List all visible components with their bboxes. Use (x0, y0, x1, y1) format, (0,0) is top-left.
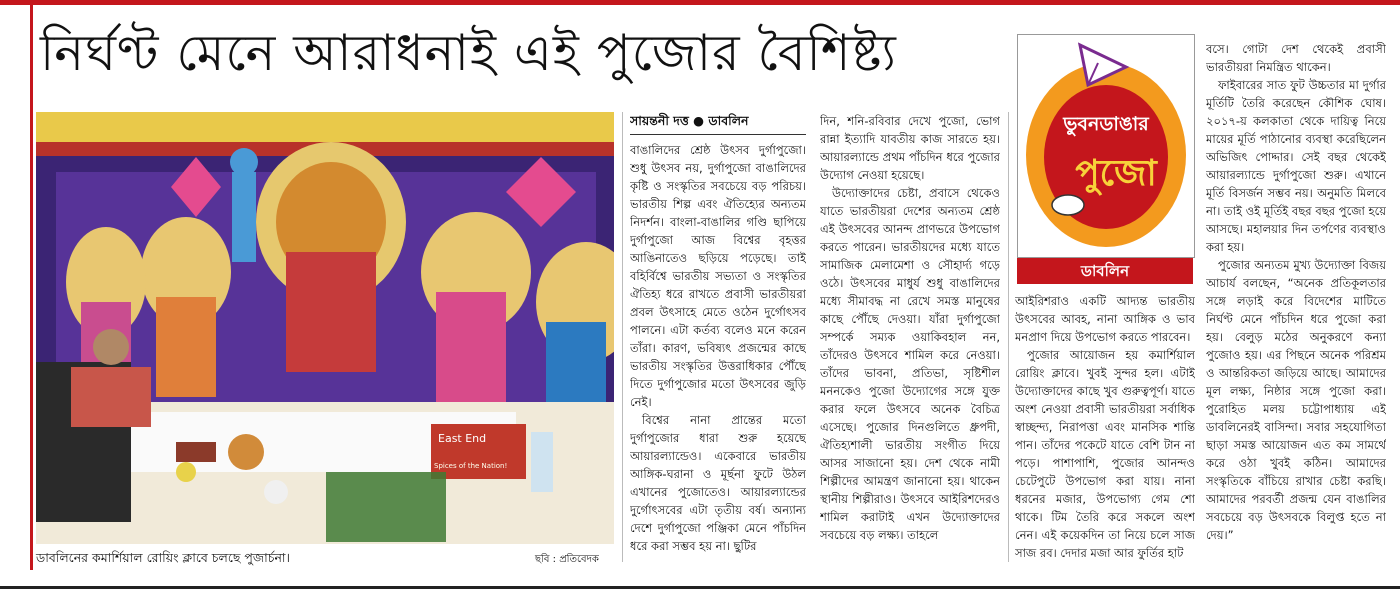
paragraph: বসে। গোটা দেশ থেকেই প্রবাসী ভারতীয়রা নিমন্ত্রিত থাকেন। (1206, 42, 1386, 74)
paragraph: বাঙালিদের শ্রেষ্ঠ উৎসব দুর্গাপুজো। শুধু উৎসব নয়, দুর্গাপুজো বাঙালিদের কৃষ্টি ও সংস্কৃতির সবচেয়ে বড় পরিচয়। ভারতীয় শিল্প এবং ঐতিহ্যের অন্যতম নিদর্শন। বাংলা-বাঙালির গণ্ডি ছাপিয়ে দুর্গাপুজো আজ বিশ্বের বৃহত্তর আঙিনাতেও ছড়িয়ে পড়েছে। তাই বহির্বিশ্বে ভারতীয় সভ্যতা ও সংস্কৃতির ঐতিহ্য ধরে রাখতে প্রবাসী ভারতীয়রা প্রবল উৎসাহে মেতে ওঠেন দুর্গোৎসব পালনে। এটা কর্তব্য বলেও মনে করেন তাঁরা। কারণ, ভবিষ্যৎ প্রজন্মের কাছে ভারতীয় সংস্কৃতির উত্তরাধিকার পৌঁছে দিতে দুর্গাপুজোর মতো উৎসবের জুড়ি নেই। (630, 143, 806, 409)
column-separator (1008, 112, 1009, 562)
byline: সায়ন্তনী দত্ত ● ডাবলিন (630, 112, 806, 135)
article-column-4 (1206, 40, 1386, 575)
logo-location-band: ডাবলিন (1017, 258, 1193, 284)
article-column-1 (630, 112, 806, 570)
puja-photo-illustration (36, 112, 614, 544)
logo-title-line2: পুজো (1075, 153, 1157, 194)
puja-photo (36, 112, 614, 544)
paragraph: দিন, শনি-রবিবার দেখে পুজো, ভোগ রান্না ইত্যাদি যাবতীয় কাজ সারতে হয়। আয়ারল্যান্ডে প্রথম পাঁচদিন ধরে পুজোর উদ্যোগ নেওয়া হয়েছে। (820, 114, 1000, 182)
headline: নির্ঘণ্ট মেনে আরাধনাই এই পুজোর বৈশিষ্ট্য (40, 24, 897, 82)
paragraph: ফাইবারের সাত ফুট উচ্চতার মা দুর্গার মূর্তিটি তৈরি করেছেন কৌশিক ঘোষ। ২০১৭-য় কলকাতা থেকে দায়িত্ব নিয়ে মায়ের মূর্তি পাঠানোর ব্যবস্থা করেছিলেন অভিজিৎ পোদ্দার। সেই বছর থেকেই আয়ারল্যান্ডে দুর্গাপুজো শুরু। এখানে মূর্তি বিসর্জন সম্ভব নয়। অনুমতি মিলবে না। তাই ওই মূর্তিই বছর বছর পুজো হয়ে আসছে। মহালয়ার দিন তর্পণের ব্যবস্থাও করা হয়। (1206, 78, 1386, 254)
column-separator (622, 112, 623, 562)
article-column-2 (820, 112, 1000, 570)
top-red-rule (0, 0, 1400, 5)
dhak-drum-icon (1052, 195, 1084, 215)
spice-box-tagline: Spices of the Nation! (434, 462, 508, 470)
article-column-3 (1015, 292, 1195, 574)
logo-artwork (1018, 35, 1194, 257)
photo-caption: ডাবলিনের কমার্শিয়াল রোয়িং ক্লাবে চলছে পুজার্চনা। (36, 550, 291, 565)
paragraph: আইরিশরাও একটি আদ্যন্ত ভারতীয় উৎসবের আবহ, নানা আঙ্গিক ও ভাব মনপ্রাণ দিয়ে উপভোগ করতে পারবেন। (1015, 294, 1195, 344)
left-red-rule (30, 5, 33, 570)
paragraph: বিশ্বের নানা প্রান্তের মতো দুর্গাপুজোর ধারা শুরু হয়েছে আয়ারল্যান্ডেও। একেবারে ভারতীয় আঙ্গিক-ঘরানা ও মূর্ছনা ফুটে উঠল এখানের পুজোতেও। আয়ারল্যান্ডের দুর্গোৎসবের এটা তৃতীয় বর্ষ। অন্যান্য দেশে দুর্গাপুজো পঞ্জিকা মেনে পাঁচদিন ধরে করা সম্ভব হয় না। ছুটির (630, 413, 806, 553)
paragraph: উদ্যোক্তাদের চেষ্টা, প্রবাসে থেকেও যাতে ভারতীয়রা দেশের অন্যতম শ্রেষ্ঠ এই উৎসবের আনন্দ প্রাণভরে উপভোগ করতে পারেন। ভারতীয়দের মধ্যে যাতে সামাজিক মেলামেশা ও সৌহার্দ্য গড়ে ওঠে। উৎসবের মাধুর্য শুধু বাঙালিদের মধ্যে সীমাবদ্ধ না রেখে সমস্ত মানুষের কাছে পৌঁছে দেওয়া। যাঁরা দুর্গাপুজো সম্পর্কে সম্যক ওয়াকিবহাল নন, তাঁদেরও উৎসবে শামিল করে নেওয়া। তাঁদের ভাবনা, প্রতিভা, সৃষ্টিশীল মননকেও পুজো উদ্যোগের সঙ্গে যুক্ত করার ফলে উৎসবে অনেক বৈচিত্র এসেছে। পুজোর দিনগুলিতে ধ্রুপদী, ঐতিহ্যশালী ভারতীয় সংগীত দিয়ে আসর সাজানো হয়। দেশ থেকে নামী শিল্পীদের আমন্ত্রণ জানানো হয়। থাকেন স্থানীয় শিল্পীরাও। উৎসবে আইরিশদেরও শামিল করাটাই এখন উদ্যোক্তাদের সবচেয়ে বড় লক্ষ্য। তাহলে (820, 186, 1000, 542)
spice-box-label: East End (438, 432, 487, 445)
bhubandangar-pujo-logo (1017, 34, 1195, 258)
logo-title-line1: ভুবনডাঙার (1063, 113, 1149, 135)
photo-credit: ছবি : প্রতিবেদক (535, 554, 599, 565)
bottom-rule (0, 586, 1400, 589)
paragraph: পুজোর অন্যতম মুখ্য উদ্যোক্তা বিজয় আচার্য বলছেন, “অনেক প্রতিকূলতার সঙ্গে লড়াই করে বিদেশের মাটিতে নির্ঘণ্ট মেনে পাঁচদিন ধরে পুজো করা হয়। বেলুড় মঠের অনুকরণে কন্যা পুজোও হয়। এর পিছনে অনেক পরিশ্রম ও আন্তরিকতা জড়িয়ে আছে। আমাদের মূল লক্ষ্য, নিষ্ঠার সঙ্গে পুজো করা। পুরোহিত মলয় চট্টোপাধ্যায় এই ডাবলিনেরই বাসিন্দা। সবার সহযোগিতা ছাড়া সমস্ত আয়োজন এত কম সামর্থে করে ওঠা খুবই কঠিন। আমাদের সংস্কৃতিকে বাঁচিয়ে রাখার চেষ্টা করছি। আমাদের পরবর্তী প্রজন্ম যেন বাঙালির সবচেয়ে বড় উৎসবকে বিলুপ্ত হতে না দেয়।” (1206, 258, 1386, 542)
paragraph: পুজোর আয়োজন হয় কমার্শিয়াল রোয়িং ক্লাবে। খুবই সুন্দর হল। এটাই উদ্যোক্তাদের কাছে খুব গুরুত্বপূর্ণ। যাতে অংশ নেওয়া প্রবাসী ভারতীয়রা সর্বাধিক স্বাচ্ছন্দ্য, নিরাপত্তা এবং মানসিক শান্তি পান। তাঁদের পকেটে যাতে বেশি টান না পড়ে। পাশাপাশি, পুজোর আনন্দও চেটেপুটে উপভোগ করা যায়। নানা ধরনের মজার, উপভোগ্য গেম শো থাকে। টিম তৈরি করে সকলে অংশ নেন। এই কয়েকদিন তা নিয়ে চলে সাজ সাজ রব। দেদার মজা আর ফুর্তির হাট (1015, 348, 1195, 560)
